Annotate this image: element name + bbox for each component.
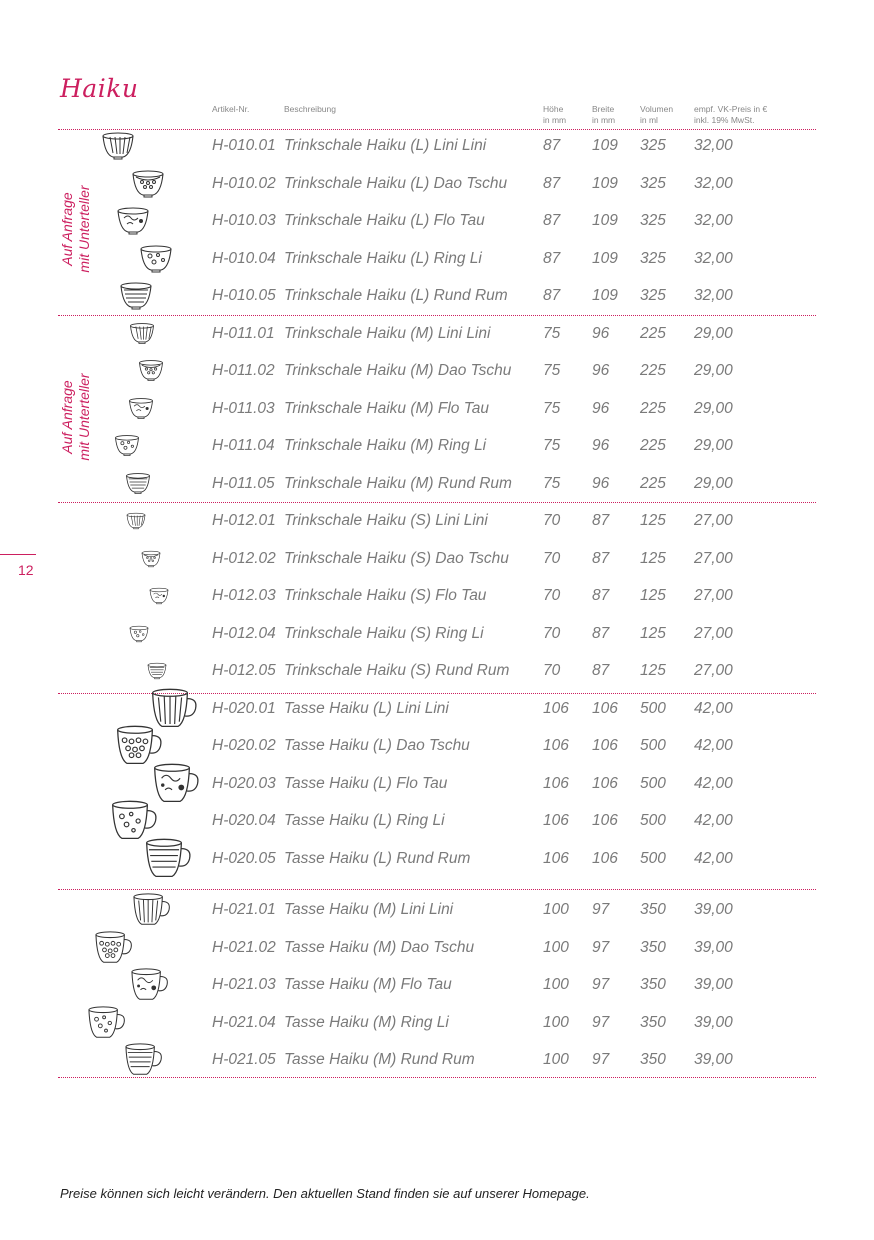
cell-v: 500: [640, 700, 666, 717]
cell-h: 75: [543, 400, 561, 417]
cell-v: 350: [640, 901, 666, 918]
cell-h: 87: [543, 250, 561, 267]
cell-h: 87: [543, 212, 561, 229]
mug-icon: [85, 1005, 127, 1046]
cell-desc: Trinkschale Haiku (M) Flo Tau: [284, 400, 490, 417]
cell-h: 106: [543, 700, 569, 717]
cell-desc: Tasse Haiku (L) Flo Tau: [284, 775, 448, 792]
cell-v: 125: [640, 550, 666, 567]
cell-b: 96: [592, 400, 610, 417]
cell-desc: Tasse Haiku (L) Dao Tschu: [284, 737, 470, 754]
bowl-icon: [128, 625, 150, 648]
cell-h: 100: [543, 1014, 569, 1031]
cell-p: 27,00: [694, 625, 733, 642]
cell-v: 500: [640, 812, 666, 829]
cell-v: 125: [640, 587, 666, 604]
cell-b: 106: [592, 700, 618, 717]
cell-b: 97: [592, 1051, 610, 1068]
cell-h: 100: [543, 976, 569, 993]
divider: [58, 889, 816, 890]
cell-desc: Trinkschale Haiku (S) Flo Tau: [284, 587, 487, 604]
cell-desc: Trinkschale Haiku (S) Lini Lini: [284, 512, 488, 529]
cell-b: 96: [592, 437, 610, 454]
cell-p: 27,00: [694, 587, 733, 604]
cell-v: 225: [640, 400, 666, 417]
cell-nr: H-012.05: [212, 662, 276, 679]
cell-p: 32,00: [694, 287, 733, 304]
divider: [58, 315, 816, 316]
header-breite: Breite in mm: [592, 104, 616, 125]
cell-p: 39,00: [694, 1014, 733, 1031]
bowl-icon: [113, 434, 141, 462]
cell-b: 87: [592, 512, 610, 529]
cell-desc: Tasse Haiku (L) Ring Li: [284, 812, 445, 829]
cell-v: 225: [640, 325, 666, 342]
bowl-icon: [100, 131, 136, 166]
cell-v: 325: [640, 137, 666, 154]
cell-p: 39,00: [694, 901, 733, 918]
bowl-icon: [118, 281, 154, 316]
cell-b: 96: [592, 362, 610, 379]
cell-desc: Trinkschale Haiku (L) Lini Lini: [284, 137, 487, 154]
cell-h: 75: [543, 475, 561, 492]
cell-desc: Tasse Haiku (M) Flo Tau: [284, 976, 452, 993]
mug-icon: [122, 1042, 164, 1083]
cell-desc: Trinkschale Haiku (M) Dao Tschu: [284, 362, 512, 379]
cell-desc: Trinkschale Haiku (L) Flo Tau: [284, 212, 485, 229]
cell-nr: H-020.02: [212, 737, 276, 754]
cell-v: 125: [640, 662, 666, 679]
cell-nr: H-011.05: [212, 475, 275, 492]
cell-b: 106: [592, 737, 618, 754]
cell-v: 125: [640, 512, 666, 529]
cell-nr: H-010.01: [212, 137, 276, 154]
cell-h: 70: [543, 550, 561, 567]
cell-p: 32,00: [694, 175, 733, 192]
cell-p: 39,00: [694, 939, 733, 956]
cell-h: 87: [543, 287, 561, 304]
cell-h: 70: [543, 587, 561, 604]
cell-p: 27,00: [694, 662, 733, 679]
cell-h: 106: [543, 775, 569, 792]
cell-p: 42,00: [694, 775, 733, 792]
bowl-icon: [115, 206, 151, 241]
cell-v: 325: [640, 250, 666, 267]
cell-nr: H-020.05: [212, 850, 276, 867]
cell-nr: H-021.01: [212, 901, 276, 918]
divider: [58, 1077, 816, 1078]
cell-v: 325: [640, 287, 666, 304]
cell-desc: Tasse Haiku (M) Dao Tschu: [284, 939, 475, 956]
cell-p: 29,00: [694, 362, 733, 379]
cell-h: 75: [543, 362, 561, 379]
cell-v: 500: [640, 775, 666, 792]
cell-b: 109: [592, 137, 618, 154]
mug-icon: [92, 930, 134, 971]
header-volumen: Volumen in ml: [640, 104, 674, 125]
cell-nr: H-021.03: [212, 976, 276, 993]
cell-desc: Trinkschale Haiku (S) Rund Rum: [284, 662, 510, 679]
mug-icon: [142, 837, 193, 886]
cell-desc: Tasse Haiku (M) Lini Lini: [284, 901, 454, 918]
cell-nr: H-011.03: [212, 400, 275, 417]
mug-icon: [130, 892, 172, 933]
cell-p: 29,00: [694, 475, 733, 492]
cell-nr: H-011.01: [212, 325, 275, 342]
cell-h: 70: [543, 662, 561, 679]
cell-h: 106: [543, 850, 569, 867]
cell-p: 32,00: [694, 212, 733, 229]
header-hoehe: Höhe in mm: [543, 104, 567, 125]
cell-p: 32,00: [694, 250, 733, 267]
cell-nr: H-021.04: [212, 1014, 276, 1031]
cell-b: 97: [592, 1014, 610, 1031]
cell-p: 27,00: [694, 512, 733, 529]
divider: [58, 502, 816, 503]
bowl-icon: [148, 587, 170, 610]
cell-h: 87: [543, 137, 561, 154]
cell-desc: Trinkschale Haiku (L) Rund Rum: [284, 287, 508, 304]
cell-desc: Tasse Haiku (L) Rund Rum: [284, 850, 471, 867]
cell-desc: Trinkschale Haiku (L) Ring Li: [284, 250, 482, 267]
cell-p: 42,00: [694, 850, 733, 867]
header-artikel: Artikel-Nr.: [212, 104, 250, 114]
cell-desc: Tasse Haiku (M) Ring Li: [284, 1014, 449, 1031]
cell-v: 225: [640, 362, 666, 379]
cell-nr: H-010.04: [212, 250, 276, 267]
cell-b: 87: [592, 550, 610, 567]
cell-nr: H-021.02: [212, 939, 276, 956]
cell-b: 109: [592, 175, 618, 192]
cell-h: 100: [543, 1051, 569, 1068]
cell-nr: H-020.01: [212, 700, 276, 717]
bowl-icon: [140, 550, 162, 573]
page-number: 12: [18, 562, 34, 578]
cell-h: 75: [543, 325, 561, 342]
cell-desc: Tasse Haiku (L) Lini Lini: [284, 700, 449, 717]
cell-desc: Trinkschale Haiku (S) Dao Tschu: [284, 550, 509, 567]
cell-v: 350: [640, 976, 666, 993]
cell-h: 70: [543, 512, 561, 529]
bowl-icon: [125, 512, 147, 535]
cell-v: 225: [640, 475, 666, 492]
cell-h: 75: [543, 437, 561, 454]
cell-b: 87: [592, 662, 610, 679]
cell-b: 96: [592, 475, 610, 492]
bowl-icon: [124, 472, 152, 500]
cell-v: 125: [640, 625, 666, 642]
cell-v: 350: [640, 1051, 666, 1068]
cell-nr: H-012.01: [212, 512, 276, 529]
cell-v: 325: [640, 175, 666, 192]
cell-desc: Trinkschale Haiku (S) Ring Li: [284, 625, 484, 642]
cell-b: 106: [592, 812, 618, 829]
cell-b: 97: [592, 901, 610, 918]
cell-desc: Trinkschale Haiku (M) Ring Li: [284, 437, 487, 454]
cell-v: 325: [640, 212, 666, 229]
bowl-icon: [138, 244, 174, 279]
cell-nr: H-020.04: [212, 812, 276, 829]
cell-desc: Tasse Haiku (M) Rund Rum: [284, 1051, 475, 1068]
cell-desc: Trinkschale Haiku (M) Rund Rum: [284, 475, 512, 492]
bowl-icon: [130, 169, 166, 204]
cell-b: 106: [592, 850, 618, 867]
cell-v: 350: [640, 1014, 666, 1031]
cell-b: 87: [592, 625, 610, 642]
cell-nr: H-012.04: [212, 625, 276, 642]
cell-b: 109: [592, 287, 618, 304]
header-beschreibung: Beschreibung: [284, 104, 336, 114]
cell-p: 29,00: [694, 325, 733, 342]
divider: [58, 129, 816, 130]
cell-b: 109: [592, 250, 618, 267]
cell-b: 97: [592, 939, 610, 956]
cell-h: 100: [543, 939, 569, 956]
cell-p: 42,00: [694, 737, 733, 754]
footer-note: Preise können sich leicht verändern. Den aktuellen Stand finden sie auf unserer Homepage.: [60, 1186, 590, 1201]
cell-nr: H-020.03: [212, 775, 276, 792]
header-preis: empf. VK-Preis in € inkl. 19% MwSt.: [694, 104, 768, 125]
cell-h: 106: [543, 737, 569, 754]
cell-desc: Trinkschale Haiku (M) Lini Lini: [284, 325, 491, 342]
cell-nr: H-012.03: [212, 587, 276, 604]
cell-v: 350: [640, 939, 666, 956]
cell-b: 106: [592, 775, 618, 792]
cell-h: 106: [543, 812, 569, 829]
page-marker-line: [0, 554, 36, 555]
side-label-unterteller: Auf Anfrage mit Unterteller: [59, 185, 92, 273]
page-title: Haiku: [60, 74, 139, 103]
cell-h: 100: [543, 901, 569, 918]
cell-p: 39,00: [694, 1051, 733, 1068]
cell-h: 87: [543, 175, 561, 192]
cell-p: 42,00: [694, 700, 733, 717]
cell-p: 27,00: [694, 550, 733, 567]
side-label-unterteller: Auf Anfrage mit Unterteller: [59, 373, 92, 461]
cell-b: 97: [592, 976, 610, 993]
bowl-icon: [137, 359, 165, 387]
bowl-icon: [146, 662, 168, 685]
cell-nr: H-010.05: [212, 287, 276, 304]
cell-nr: H-011.02: [212, 362, 275, 379]
bowl-icon: [128, 322, 156, 350]
cell-p: 32,00: [694, 137, 733, 154]
cell-nr: H-012.02: [212, 550, 276, 567]
cell-p: 29,00: [694, 400, 733, 417]
cell-p: 42,00: [694, 812, 733, 829]
cell-h: 70: [543, 625, 561, 642]
cell-p: 29,00: [694, 437, 733, 454]
cell-v: 500: [640, 737, 666, 754]
cell-nr: H-011.04: [212, 437, 275, 454]
cell-nr: H-010.02: [212, 175, 276, 192]
cell-nr: H-021.05: [212, 1051, 276, 1068]
cell-b: 96: [592, 325, 610, 342]
cell-p: 39,00: [694, 976, 733, 993]
mug-icon: [128, 967, 170, 1008]
cell-desc: Trinkschale Haiku (L) Dao Tschu: [284, 175, 508, 192]
cell-b: 87: [592, 587, 610, 604]
bowl-icon: [127, 397, 155, 425]
cell-b: 109: [592, 212, 618, 229]
cell-v: 500: [640, 850, 666, 867]
cell-nr: H-010.03: [212, 212, 276, 229]
cell-v: 225: [640, 437, 666, 454]
